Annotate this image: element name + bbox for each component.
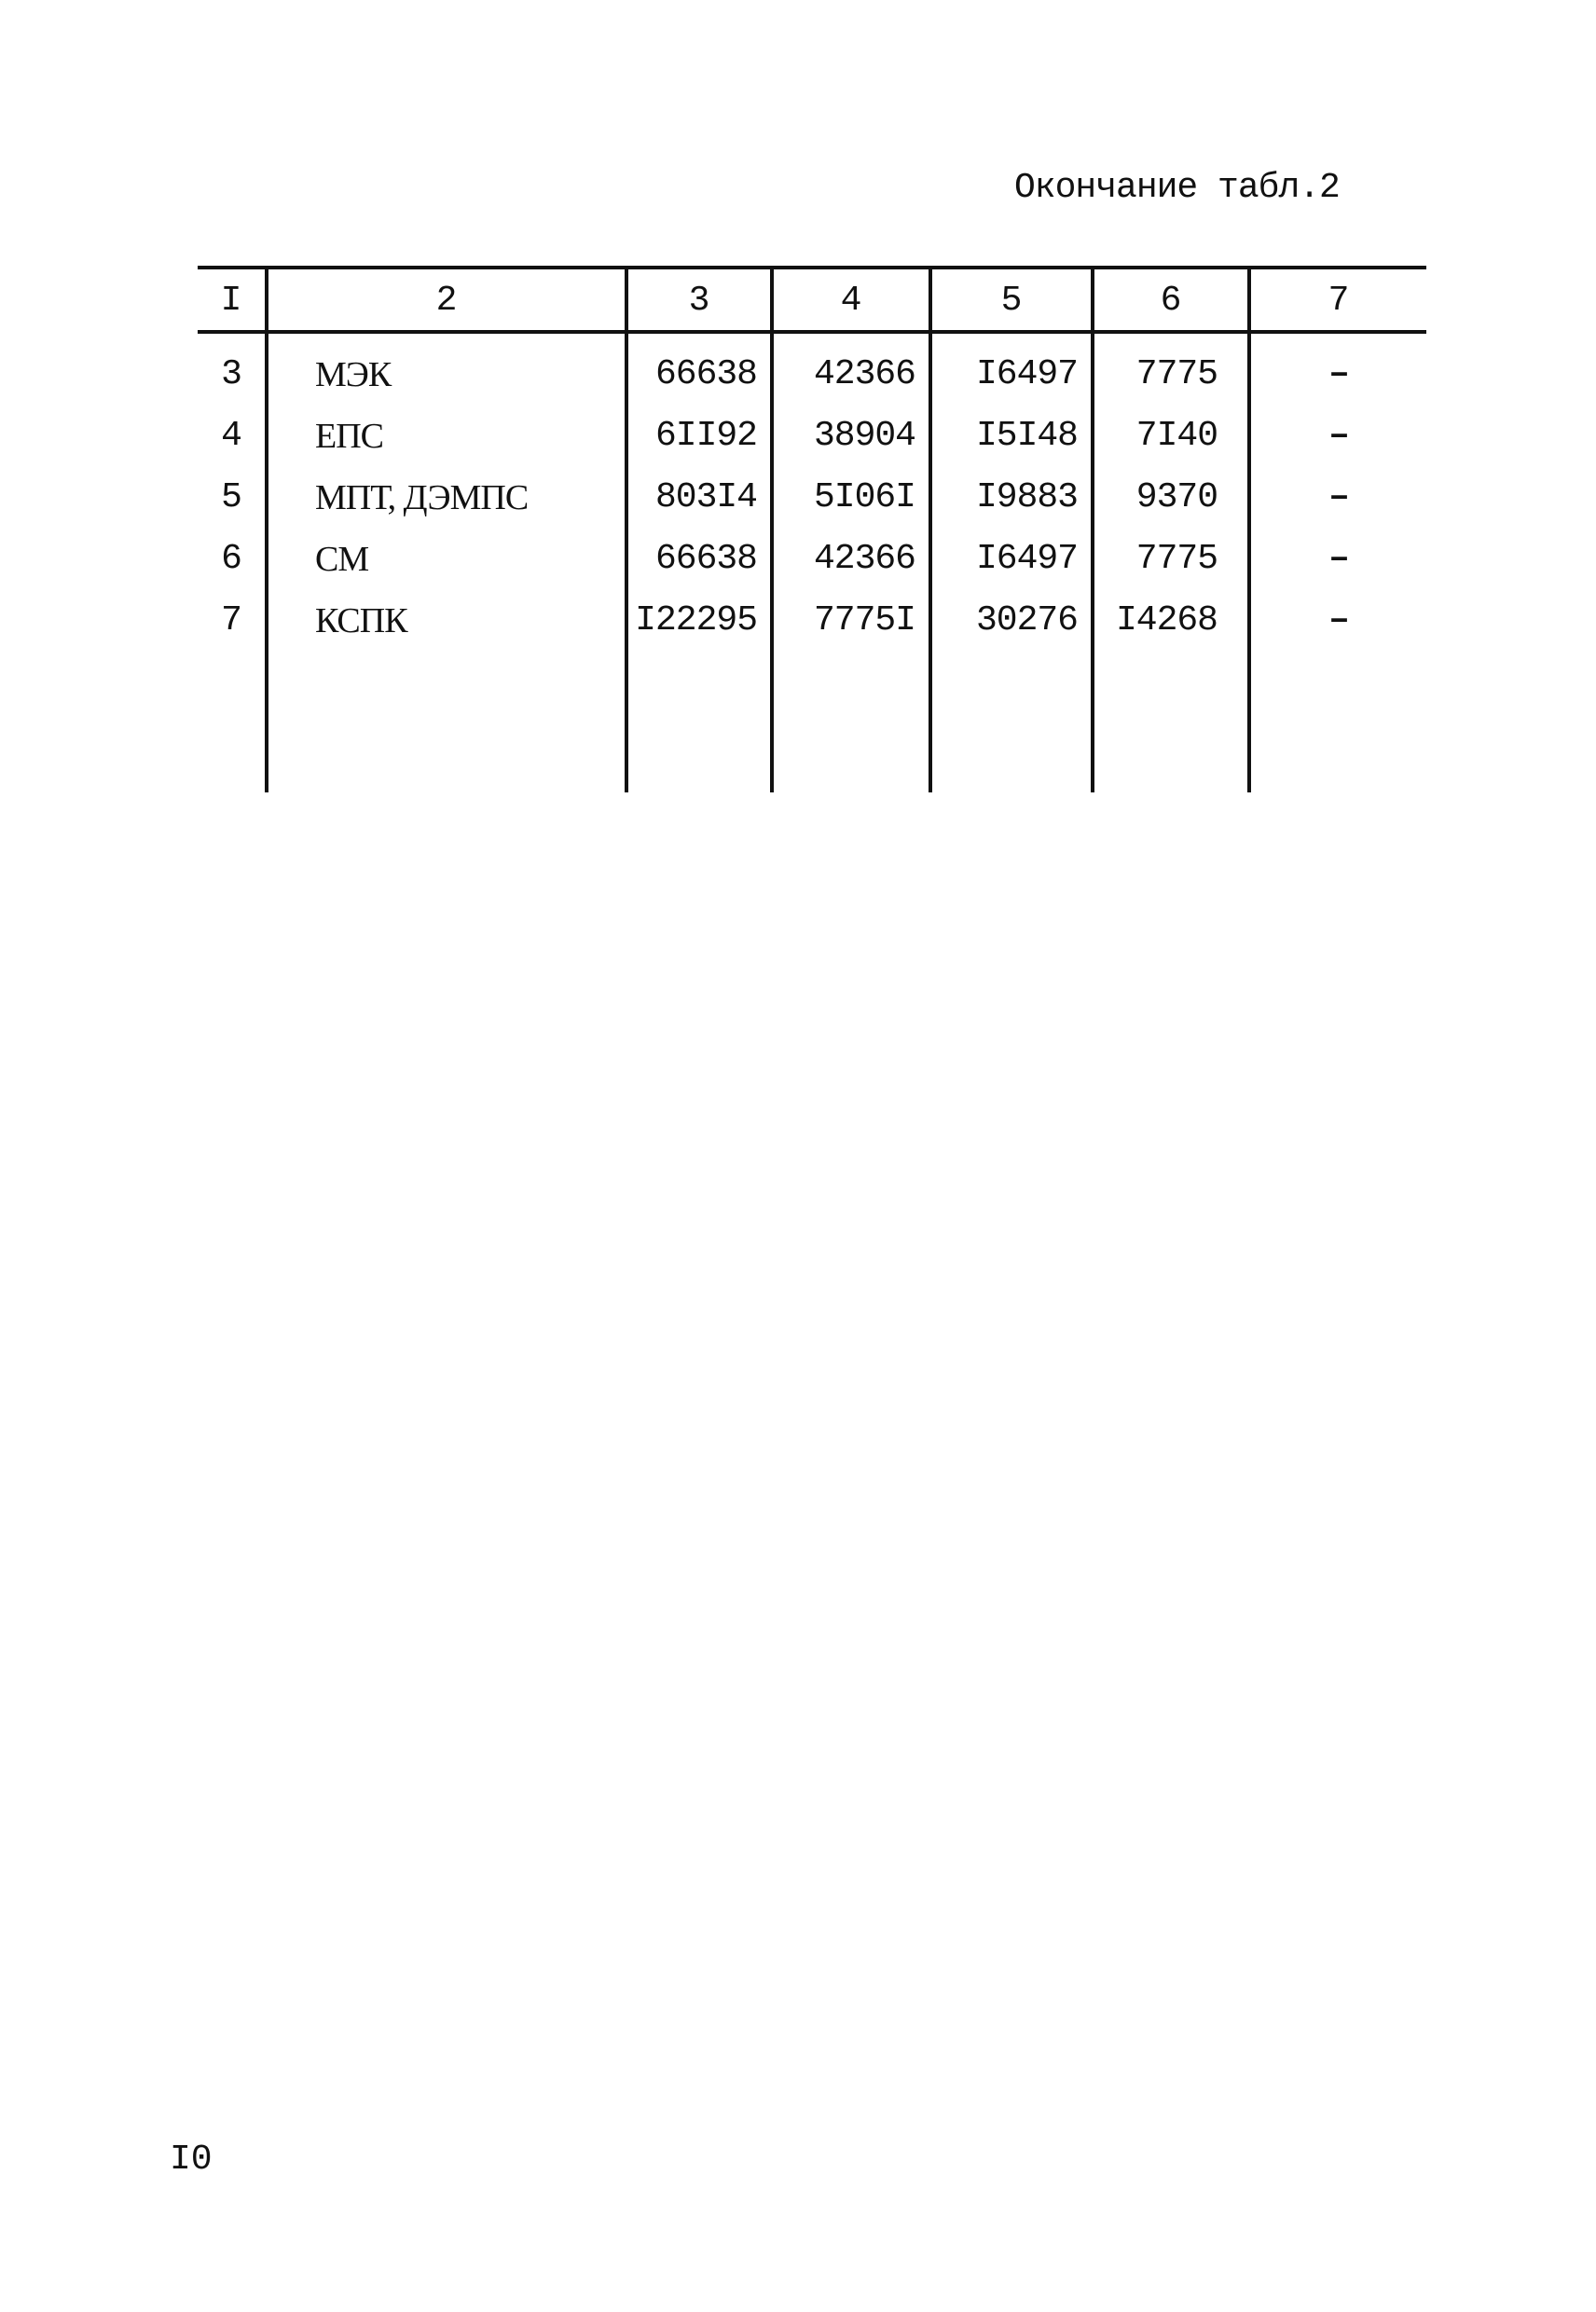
- header-cell-2: 2: [435, 281, 458, 321]
- row-value-7: –: [1328, 477, 1349, 517]
- row-number: 7: [221, 600, 241, 640]
- row-value-3: 803I4: [654, 477, 757, 517]
- row-value-6: 7775: [1135, 539, 1218, 579]
- row-value-6: 9370: [1135, 477, 1218, 517]
- row-value-6: 7I40: [1135, 416, 1218, 456]
- row-name: КСПК: [315, 601, 407, 640]
- row-value-5: I9883: [975, 477, 1078, 517]
- row-value-5: I6497: [975, 539, 1078, 579]
- row-value-4: 5I06I: [813, 477, 915, 517]
- row-number: 3: [221, 354, 241, 394]
- row-value-4: 42366: [813, 354, 915, 394]
- row-value-6: I4268: [1115, 600, 1218, 640]
- header-cell-5: 5: [1000, 281, 1023, 321]
- row-number: 6: [221, 539, 241, 579]
- header-cell-6: 6: [1160, 281, 1182, 321]
- row-value-4: 42366: [813, 539, 915, 579]
- table-row: [198, 590, 1426, 652]
- header-cell-4: 4: [840, 281, 862, 321]
- row-value-7: –: [1328, 539, 1349, 579]
- row-value-3: 66638: [654, 354, 757, 394]
- row-name: МЭК: [315, 355, 392, 394]
- row-value-4: 38904: [813, 416, 915, 456]
- table-header-rule: [198, 330, 1426, 334]
- row-value-6: 7775: [1135, 354, 1218, 394]
- header-cell-7: 7: [1328, 281, 1350, 321]
- header-cell-3: 3: [688, 281, 710, 321]
- page-number: I0: [170, 2140, 213, 2180]
- table-row: [198, 529, 1426, 590]
- table-row: [198, 344, 1426, 406]
- row-name: ЕПС: [315, 417, 383, 456]
- row-value-3: 6II92: [654, 416, 757, 456]
- row-value-5: I6497: [975, 354, 1078, 394]
- row-value-7: –: [1328, 354, 1349, 394]
- row-value-3: I22295: [635, 600, 757, 640]
- row-name: СМ: [315, 540, 369, 579]
- row-number: 4: [221, 416, 241, 456]
- row-value-3: 66638: [654, 539, 757, 579]
- header-cell-1: I: [220, 281, 242, 321]
- row-name: МПТ, ДЭМПС: [315, 478, 529, 517]
- table-row: [198, 467, 1426, 529]
- table-caption: Окончание табл.2: [1014, 168, 1340, 208]
- row-value-5: 30276: [975, 600, 1078, 640]
- row-value-7: –: [1328, 600, 1349, 640]
- row-value-4: 7775I: [813, 600, 915, 640]
- row-value-7: –: [1328, 416, 1349, 456]
- row-number: 5: [221, 477, 241, 517]
- table-row: [198, 406, 1426, 467]
- table-top-rule: [198, 266, 1426, 269]
- data-table: [198, 266, 1426, 792]
- row-value-5: I5I48: [975, 416, 1078, 456]
